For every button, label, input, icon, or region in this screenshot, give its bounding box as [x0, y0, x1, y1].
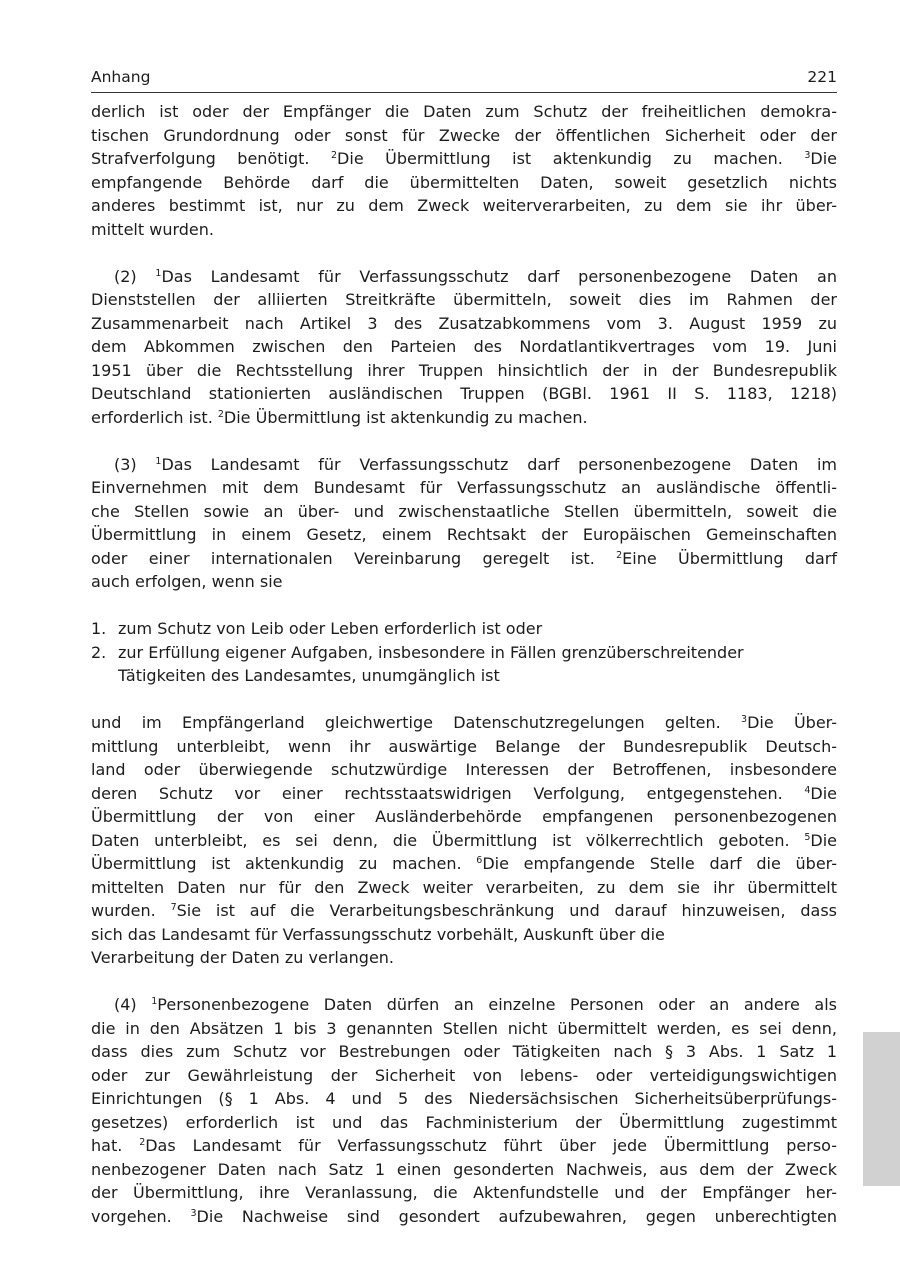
text-line: (3) $^1$Das Landesamt für Verfassungsschutz darf personenbezogene Daten im: [114, 454, 837, 474]
list-item: 1. zum Schutz von Leib oder Leben erforderlich ist oder: [91, 617, 837, 641]
text-line: deren Schutz vor einer rechtsstaatswidrigen Verfolgung, entgegenstehen. $^4$Die: [91, 783, 837, 803]
text-line: Daten unterbleibt, es sei denn, die Übermittlung ist völkerrechtlich geboten. $^5$Die: [91, 830, 837, 850]
sentence-number: 2: [616, 549, 623, 561]
sentence-number: 1: [151, 996, 158, 1007]
text-line: gesetzes) erforderlich ist und das Fachministerium der Übermittlung zugestimmt: [91, 1112, 837, 1132]
text-line: Deutschland stationierten ausländischen Truppen (BGBl. 1961 II S. 1183, 1218): [91, 384, 837, 403]
thumb-index-tab: [863, 1032, 900, 1186]
text-line: 1951 über die Rechtsstellung ihrer Truppen hinsichtlich der in der Bundesrepublik: [91, 360, 837, 380]
text-line: erforderlich ist. $^2$Die Übermittlung ist aktenkundig zu machen.: [91, 407, 588, 427]
text-line: die in den Absätzen 1 bis 3 genannten Stellen nicht übermittelt werden, es sei denn,: [91, 1018, 837, 1038]
page-number: 221: [807, 68, 837, 86]
continued-paragraph: [91, 100, 837, 241]
running-head: Anhang: [91, 68, 151, 86]
paragraph-4: [91, 993, 837, 1228]
text-line: Übermittlung ist aktenkundig zu machen. $^6$Die empfangende Stelle darf die über-: [91, 854, 838, 873]
text-line: Einrichtungen (§ 1 Abs. 4 und 5 des Niedersächsischen Sicherheitsüberprüfungs-: [91, 1089, 837, 1108]
text-line: Übermittlung der von einer Ausländerbehörde empfangenen personenbezogenen: [91, 807, 837, 826]
text-line: Übermittlung in einem Gesetz, einem Rechtsakt der Europäischen Gemeinschaften: [91, 525, 837, 544]
text-line: der Übermittlung, ihre Veranlassung, die Aktenfundstelle und der Empfänger her-: [91, 1183, 837, 1202]
text-line: vorgehen. $^3$Die Nachweise sind gesondert aufzubewahren, gegen unberechtigten: [91, 1206, 837, 1226]
text-line: land oder überwiegende schutzwürdige Interessen der Betroffenen, insbesondere: [91, 760, 837, 779]
text-line: dem Abkommen zwischen den Parteien des Nordatlantikvertrages vom 19. Juni: [91, 337, 837, 356]
text-line: mittelten Daten nur für den Zweck weiter verarbeiten, zu dem sie ihr übermittelt: [91, 877, 837, 897]
text-line: tischen Grundordnung oder sonst für Zwecke der öffentlichen Sicherheit oder der: [91, 125, 837, 145]
text-line: Strafverfolgung benötigt. $^2$Die Übermittlung ist aktenkundig zu machen. $^3$Die: [91, 149, 837, 168]
text-line: empfangende Behörde darf die übermittelten Daten, soweit gesetzlich nichts: [91, 172, 837, 192]
sentence-number: 3: [190, 1207, 197, 1219]
sentence-number: 2: [139, 1137, 146, 1148]
sentence-number: 3: [804, 150, 811, 161]
paragraph-2: [91, 265, 837, 430]
text-line: anderes bestimmt ist, nur zu dem Zweck weiterverarbeiten, zu dem sie ihr über-: [91, 196, 837, 215]
page-body: [91, 100, 837, 1228]
list-number: 2.: [91, 642, 107, 662]
text-line: und im Empfängerland gleichwertige Datenschutzregelungen gelten. $^3$Die Über-: [91, 713, 837, 732]
list-item-continuation: Tätigkeiten des Landesamtes, unumgänglich ist: [118, 666, 500, 685]
text-line: mittelt wurden.: [91, 219, 214, 239]
continuation-paragraph: [91, 711, 837, 970]
text-line: che Stellen sowie an über- und zwischenstaatliche Stellen übermitteln, soweit die: [91, 501, 837, 521]
text-line: derlich ist oder der Empfänger die Daten zum Schutz der freiheitlichen demokra-: [91, 102, 837, 121]
sentence-number: 5: [804, 831, 811, 843]
sentence-number: 7: [170, 902, 177, 913]
paragraph-3: [91, 453, 837, 594]
sentence-number: 2: [217, 408, 224, 420]
text-line: dass dies zum Schutz vor Bestrebungen oder Tätigkeiten nach § 3 Abs. 1 Satz 1: [91, 1042, 837, 1061]
numbered-list: [91, 617, 837, 688]
text-line: Dienststellen der alliierten Streitkräfte übermitteln, soweit dies im Rahmen der: [91, 290, 837, 309]
text-line: nenbezogener Daten nach Satz 1 einen gesonderten Nachweis, aus dem der Zweck: [91, 1159, 837, 1179]
sentence-number: 1: [155, 267, 162, 279]
text-line: Zusammenarbeit nach Artikel 3 des Zusatzabkommens vom 3. August 1959 zu: [91, 313, 837, 333]
text-line: Einvernehmen mit dem Bundesamt für Verfassungsschutz an ausländische öffentli-: [91, 478, 837, 497]
text-line: sich das Landesamt für Verfassungsschutz vorbehält, Auskunft über die: [91, 924, 665, 944]
sentence-number: 2: [331, 150, 338, 161]
text-line: (2) $^1$Das Landesamt für Verfassungsschutz darf personenbezogene Daten an: [114, 266, 837, 286]
list-item: 2. zur Erfüllung eigener Aufgaben, insbesondere in Fällen grenzüberschreitender: [91, 641, 837, 665]
text-line: Verarbeitung der Daten zu verlangen.: [91, 948, 395, 967]
text-line: mittlung unterbleibt, wenn ihr auswärtige Belange der Bundesrepublik Deutsch-: [91, 736, 837, 756]
text-line: oder zur Gewährleistung der Sicherheit von lebens- oder verteidigungswichtigen: [91, 1065, 837, 1085]
text-line: wurden. $^7$Sie ist auf die Verarbeitungsbeschränkung und darauf hinzuweisen, dass: [91, 901, 837, 920]
sentence-number: 6: [476, 855, 483, 866]
text-line: hat. $^2$Das Landesamt für Verfassungsschutz führt über jede Übermittlung perso-: [91, 1136, 838, 1155]
text-line: (4) $^1$Personenbezogene Daten dürfen an einzelne Personen oder an andere als: [114, 995, 838, 1014]
sentence-number: 1: [155, 455, 162, 467]
list-number: 1.: [91, 619, 107, 638]
sentence-number: 3: [741, 714, 748, 725]
text-line: auch erfolgen, wenn sie: [91, 572, 283, 591]
text-line: oder einer internationalen Vereinbarung geregelt ist. $^2$Eine Übermittlung darf: [91, 548, 838, 568]
sentence-number: 4: [804, 784, 811, 796]
page-header: [91, 66, 837, 93]
